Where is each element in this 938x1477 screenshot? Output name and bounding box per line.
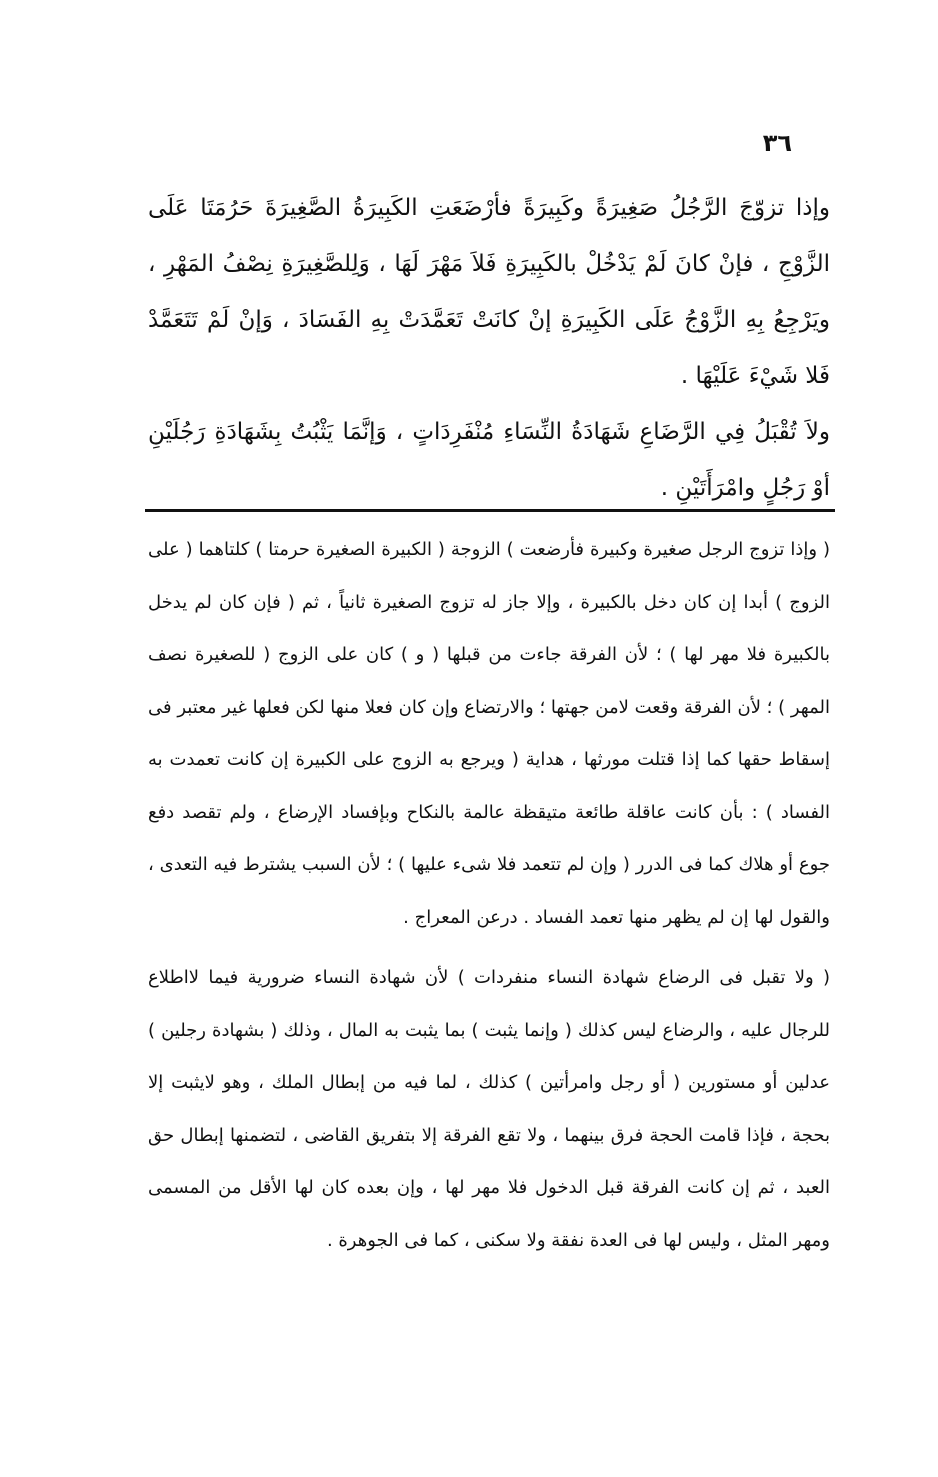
main-paragraph: ولاَ تُقْبَلُ فِي الرَّضَاعِ شَهَادَةُ النِّسَاءِ مُنْفَرِدَاتٍ ، وَإنَّمَا يَثْبُتُ بِشَهَادَةِ رَجُلَيْنِ أوْ رَجُلٍ وامْرَأَتَيْنِ . [148, 419, 830, 501]
main-text [148, 180, 830, 516]
section-divider [145, 509, 835, 512]
page-number: ٣٦ [762, 129, 792, 157]
main-paragraph: وإذا تزوّجَ الرَّجُلُ صَغِيرَةً وكَبِيرَةً فأرْضَعَتِ الكَبِيرَةُ الصَّغِيرَةَ حَرُمَتَا عَلَى الزَّوْجِ ، فإنْ كانَ لَمْ يَدْخُلْ بالكَبِيرَةِ فَلاَ مَهْرَ لَهَا ، وَلِلصَّغِيرَةِ نِصْفُ المَهْرِ ، ويَرْجِعُ بِهِ الزَّوْجُ عَلَى الكَبِيرَةِ إنْ كانَتْ تَعَمَّدَتْ بِهِ الفَسَادَ ، وَإنْ لَمْ تَتَعَمَّدْ فَلا شَيْءَ عَلَيْهَا . [148, 195, 830, 389]
commentary-paragraph: ( وإذا تزوج الرجل صغيرة وكبيرة فأرضعت ) الزوجة ( الكبيرة الصغيرة حرمتا ) كلتاهما ( على الزوج ) أبدا إن كان دخل بالكبيرة ، وإلا جاز له تزوج الصغيرة ثانياً ، ثم ( فإن كان لم يدخل بالكبيرة فلا مهر لها ) ؛ لأن الفرقة جاءت من قبلها ( و ) كان على الزوج ( للصغيرة نصف المهر ) ؛ لأن الفرقة وقعت لامن جهتها ؛ والارتضاع وإن كان فعلا منها لكن فعلها غير معتبر فى إسقاط حقها كما إذا قتلت مورثها ، هداية ( ويرجع به الزوج على الكبيرة إن كانت تعمدت به الفساد ) : بأن كانت عاقلة طائعة متيقظة عالمة بالنكاح وبإفساد الإرضاع ، ولم تقصد دفع جوع أو هلاك كما فى الدرر ( وإن لم تتعمد فلا شىء عليها ) ؛ لأن السبب يشترط فيه التعدى ، والقول لها إن لم يظهر منها تعمد الفساد . درعن المعراج . [148, 539, 830, 928]
commentary-text [148, 524, 830, 1267]
commentary-paragraph: ( ولا تقبل فى الرضاع شهادة النساء منفردات ) لأن شهادة النساء ضرورية فيما لااطلاع للرجال عليه ، والرضاع ليس كذلك ( وإنما يثبت ) بما يثبت به المال ، وذلك ( بشهادة رجلين ) عدلين أو مستورين ( أو رجل وامرأتين ) كذلك ، لما فيه من إبطال الملك ، وهو لايثبت إلا بحجة ، فإذا قامت الحجة فرق بينهما ، ولا تقع الفرقة إلا بتفريق القاضى ، لتضمنها إبطال حق العبد ، ثم إن كانت الفرقة قبل الدخول فلا مهر لها ، وإن بعده كان لها الأقل من المسمى ومهر المثل ، وليس لها فى العدة نفقة ولا سكنى ، كما فى الجوهرة . [148, 967, 830, 1251]
